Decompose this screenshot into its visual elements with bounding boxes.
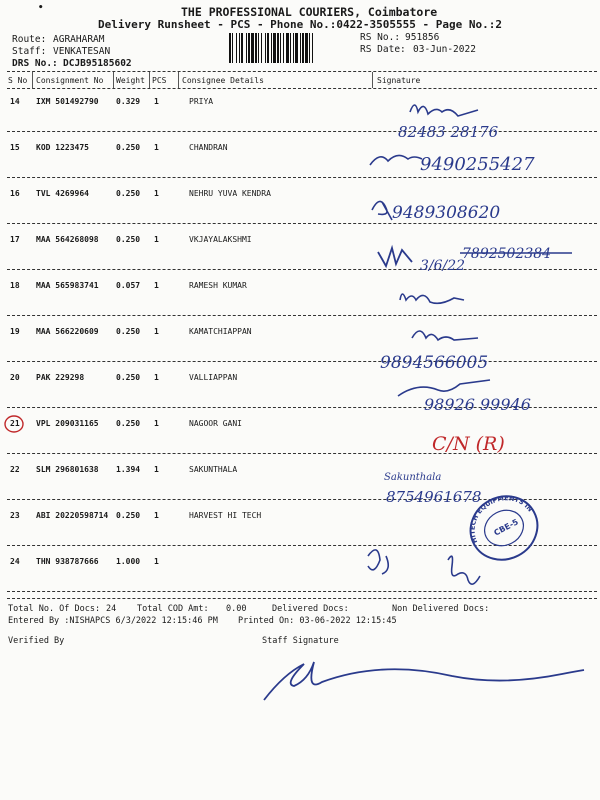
row-sno: 24 <box>10 557 20 566</box>
company-title: THE PROFESSIONAL COURIERS, Coimbatore <box>181 5 438 19</box>
handwritten-phone-20: 98926 99946 <box>424 395 531 414</box>
row-pcs: 1 <box>154 281 159 290</box>
handwritten-phone-16: 9489308620 <box>392 203 501 223</box>
row-consignment-no: IXM 501492790 <box>36 97 99 106</box>
row-weight: 0.250 <box>116 143 141 152</box>
company-stamp <box>0 40 550 794</box>
col-signature-header: Signature <box>377 76 421 85</box>
row-consignee: VKJAYALAKSHMI <box>189 235 252 244</box>
row-separator <box>7 545 597 546</box>
total-docs-value: 24 <box>106 604 117 614</box>
row-sno: 20 <box>10 373 20 382</box>
stamp-center: CBE-5 <box>492 517 520 538</box>
row-separator <box>7 453 597 454</box>
row-separator <box>7 499 597 500</box>
printed-on: Printed On: 03-06-2022 12:15:45 <box>238 616 397 626</box>
row-consignee: CHANDRAN <box>189 143 228 152</box>
rs-no-label: RS No.: <box>360 32 401 43</box>
barcode-bar <box>251 33 254 63</box>
barcode-bar <box>248 33 250 63</box>
stamp-text: HITECH EQUIPMENTS INDIA <box>468 494 535 545</box>
handwritten-name-22: Sakunthala <box>384 472 442 483</box>
rs-no-value: 951856 <box>405 32 440 43</box>
barcode-bar <box>290 33 291 63</box>
row-separator <box>7 269 597 270</box>
barcode-bar <box>300 33 301 63</box>
row-pcs: 1 <box>154 511 159 520</box>
row-separator <box>7 407 597 408</box>
row-weight: 0.057 <box>116 281 141 290</box>
row-consignee: KAMATCHIAPPAN <box>189 327 252 336</box>
row-sno: 18 <box>10 281 20 290</box>
col-consignment-header: Consignment No <box>36 76 104 85</box>
drs-value: DCJB95185602 <box>63 58 132 69</box>
row-consignee: NAGOOR GANI <box>189 419 242 428</box>
delivered-docs-label: Delivered Docs: <box>272 604 349 614</box>
signature-scribble-14 <box>410 105 478 116</box>
row-pcs: 1 <box>154 143 159 152</box>
row-consignee: SAKUNTHALA <box>189 465 238 474</box>
barcode-bar <box>295 33 298 63</box>
verified-by: Verified By <box>8 636 65 646</box>
drs-label: DRS No.: <box>12 58 58 69</box>
barcode-bar <box>261 33 262 63</box>
row-sno: 17 <box>10 235 20 244</box>
barcode-bar <box>271 33 272 63</box>
handwritten-phone-22: 8754961678 <box>386 488 482 506</box>
handwritten-phone-14: 82483 28176 <box>398 123 499 141</box>
handwritten-phone-15: 9490255427 <box>420 154 535 175</box>
barcode-bar <box>312 33 313 63</box>
signature-scribble-20 <box>398 380 490 396</box>
barcode-bar <box>273 33 276 63</box>
row-sno: 21 <box>10 419 20 428</box>
barcode-bar <box>258 33 259 63</box>
barcode-bar <box>236 33 237 63</box>
row-pcs: 1 <box>154 235 159 244</box>
route-value: AGRAHARAM <box>53 34 105 45</box>
row-sno: 22 <box>10 465 20 474</box>
signature-scribble-17 <box>378 248 412 266</box>
row-separator <box>7 591 597 592</box>
row-consignee: RAMESH KUMAR <box>189 281 247 290</box>
row-consignee: VALLIAPPAN <box>189 373 238 382</box>
row-weight: 0.329 <box>116 97 141 106</box>
signature-scribble-19 <box>412 331 478 340</box>
barcode-bar <box>265 33 266 63</box>
row-consignee: NEHRU YUVA KENDRA <box>189 189 271 198</box>
row-pcs: 1 <box>154 557 159 566</box>
barcode-bar <box>309 33 310 63</box>
row-sno: 16 <box>10 189 20 198</box>
row-pcs: 1 <box>154 465 159 474</box>
top-mark: • <box>38 3 44 13</box>
signature-scribble-24 <box>448 556 480 584</box>
barcode-bar <box>305 33 308 63</box>
row-sno: 23 <box>10 511 20 520</box>
row-consignment-no: ABI 20220598714 <box>36 511 109 520</box>
row-consignment-no: SLM 296801638 <box>36 465 99 474</box>
row-sno: 19 <box>10 327 20 336</box>
row-separator <box>7 361 597 362</box>
row-consignment-no: MAA 565983741 <box>36 281 99 290</box>
row-separator <box>7 131 597 132</box>
row-sno: 15 <box>10 143 20 152</box>
col-pcs-header: PCS <box>152 76 167 85</box>
handwritten-note-21: C/N (R) <box>432 433 505 455</box>
row-weight: 0.250 <box>116 373 141 382</box>
handwritten-date-17: 3/6/22 <box>420 258 466 274</box>
row-separator <box>7 315 597 316</box>
row-weight: 0.250 <box>116 189 141 198</box>
row-separator <box>7 177 597 178</box>
row-consignment-no: KOD 1223475 <box>36 143 89 152</box>
signature-scribble-23 <box>368 550 388 574</box>
col-consignee-header: Consignee Details <box>182 76 264 85</box>
handwritten-phone-19: 9894566005 <box>380 353 489 373</box>
row-weight: 0.250 <box>116 419 141 428</box>
barcode-bar <box>239 33 240 63</box>
staff-signature-label: Staff Signature <box>262 636 339 646</box>
row-consignment-no: TVL 4269964 <box>36 189 89 198</box>
total-cod-label: Total COD Amt: <box>137 604 209 614</box>
row-pcs: 1 <box>154 189 159 198</box>
col-weight-header: Weight <box>116 76 145 85</box>
barcode-bar <box>246 33 247 63</box>
barcode-bar <box>232 33 233 63</box>
signature-scribble-16 <box>372 201 392 220</box>
row-consignment-no: VPL 209031165 <box>36 419 99 428</box>
barcode-bar <box>283 33 284 63</box>
row-consignment-no: MAA 566220609 <box>36 327 99 336</box>
row-pcs: 1 <box>154 327 159 336</box>
row-pcs: 1 <box>154 97 159 106</box>
barcode-bar <box>302 33 304 63</box>
row-consignment-no: MAA 564268098 <box>36 235 99 244</box>
row-consignment-no: THN 938787666 <box>36 557 99 566</box>
barcode-bar <box>280 33 281 63</box>
row-consignment-no: PAK 229298 <box>36 373 85 382</box>
total-docs-label: Total No. Of Docs: <box>8 604 101 614</box>
row-sno: 14 <box>10 97 20 106</box>
barcode-bar <box>286 33 289 63</box>
signature-scribble-18 <box>400 294 464 303</box>
barcode-bar <box>277 33 279 63</box>
row-pcs: 1 <box>154 373 159 382</box>
total-cod-value: 0.00 <box>226 604 247 614</box>
barcode-bar <box>267 33 269 63</box>
row-weight: 0.250 <box>116 511 141 520</box>
staff-value: VENKATESAN <box>53 46 111 57</box>
barcode-bar <box>229 33 231 63</box>
staff-label: Staff: <box>12 46 47 57</box>
col-sno-header: S No <box>8 76 28 85</box>
non-delivered-docs-label: Non Delivered Docs: <box>392 604 490 614</box>
row-pcs: 1 <box>154 419 159 428</box>
staff-signature-scribble <box>264 662 584 700</box>
row-weight: 0.250 <box>116 327 141 336</box>
row-weight: 0.250 <box>116 235 141 244</box>
rs-date-label: RS Date: <box>360 44 406 55</box>
signature-scribble-15 <box>370 155 422 165</box>
entered-by: Entered By :NISHAPCS 6/3/2022 12:15:46 PM <box>8 616 218 626</box>
row-consignee: HARVEST HI TECH <box>189 511 262 520</box>
handwritten-struck-phone-17: 7892502384 <box>462 246 552 262</box>
row-separator <box>7 223 597 224</box>
rs-date-value: 03-Jun-2022 <box>413 44 476 55</box>
row-consignee: PRIYA <box>189 97 214 106</box>
barcode-bar <box>255 33 257 63</box>
row-weight: 1.394 <box>116 465 141 474</box>
runsheet-title: Delivery Runsheet - PCS - Phone No.:0422-3505555 - Page No.:2 <box>98 18 502 31</box>
row-weight: 1.000 <box>116 557 141 566</box>
route-label: Route: <box>12 34 47 45</box>
barcode-bar <box>241 33 243 63</box>
barcode-bar <box>293 33 294 63</box>
